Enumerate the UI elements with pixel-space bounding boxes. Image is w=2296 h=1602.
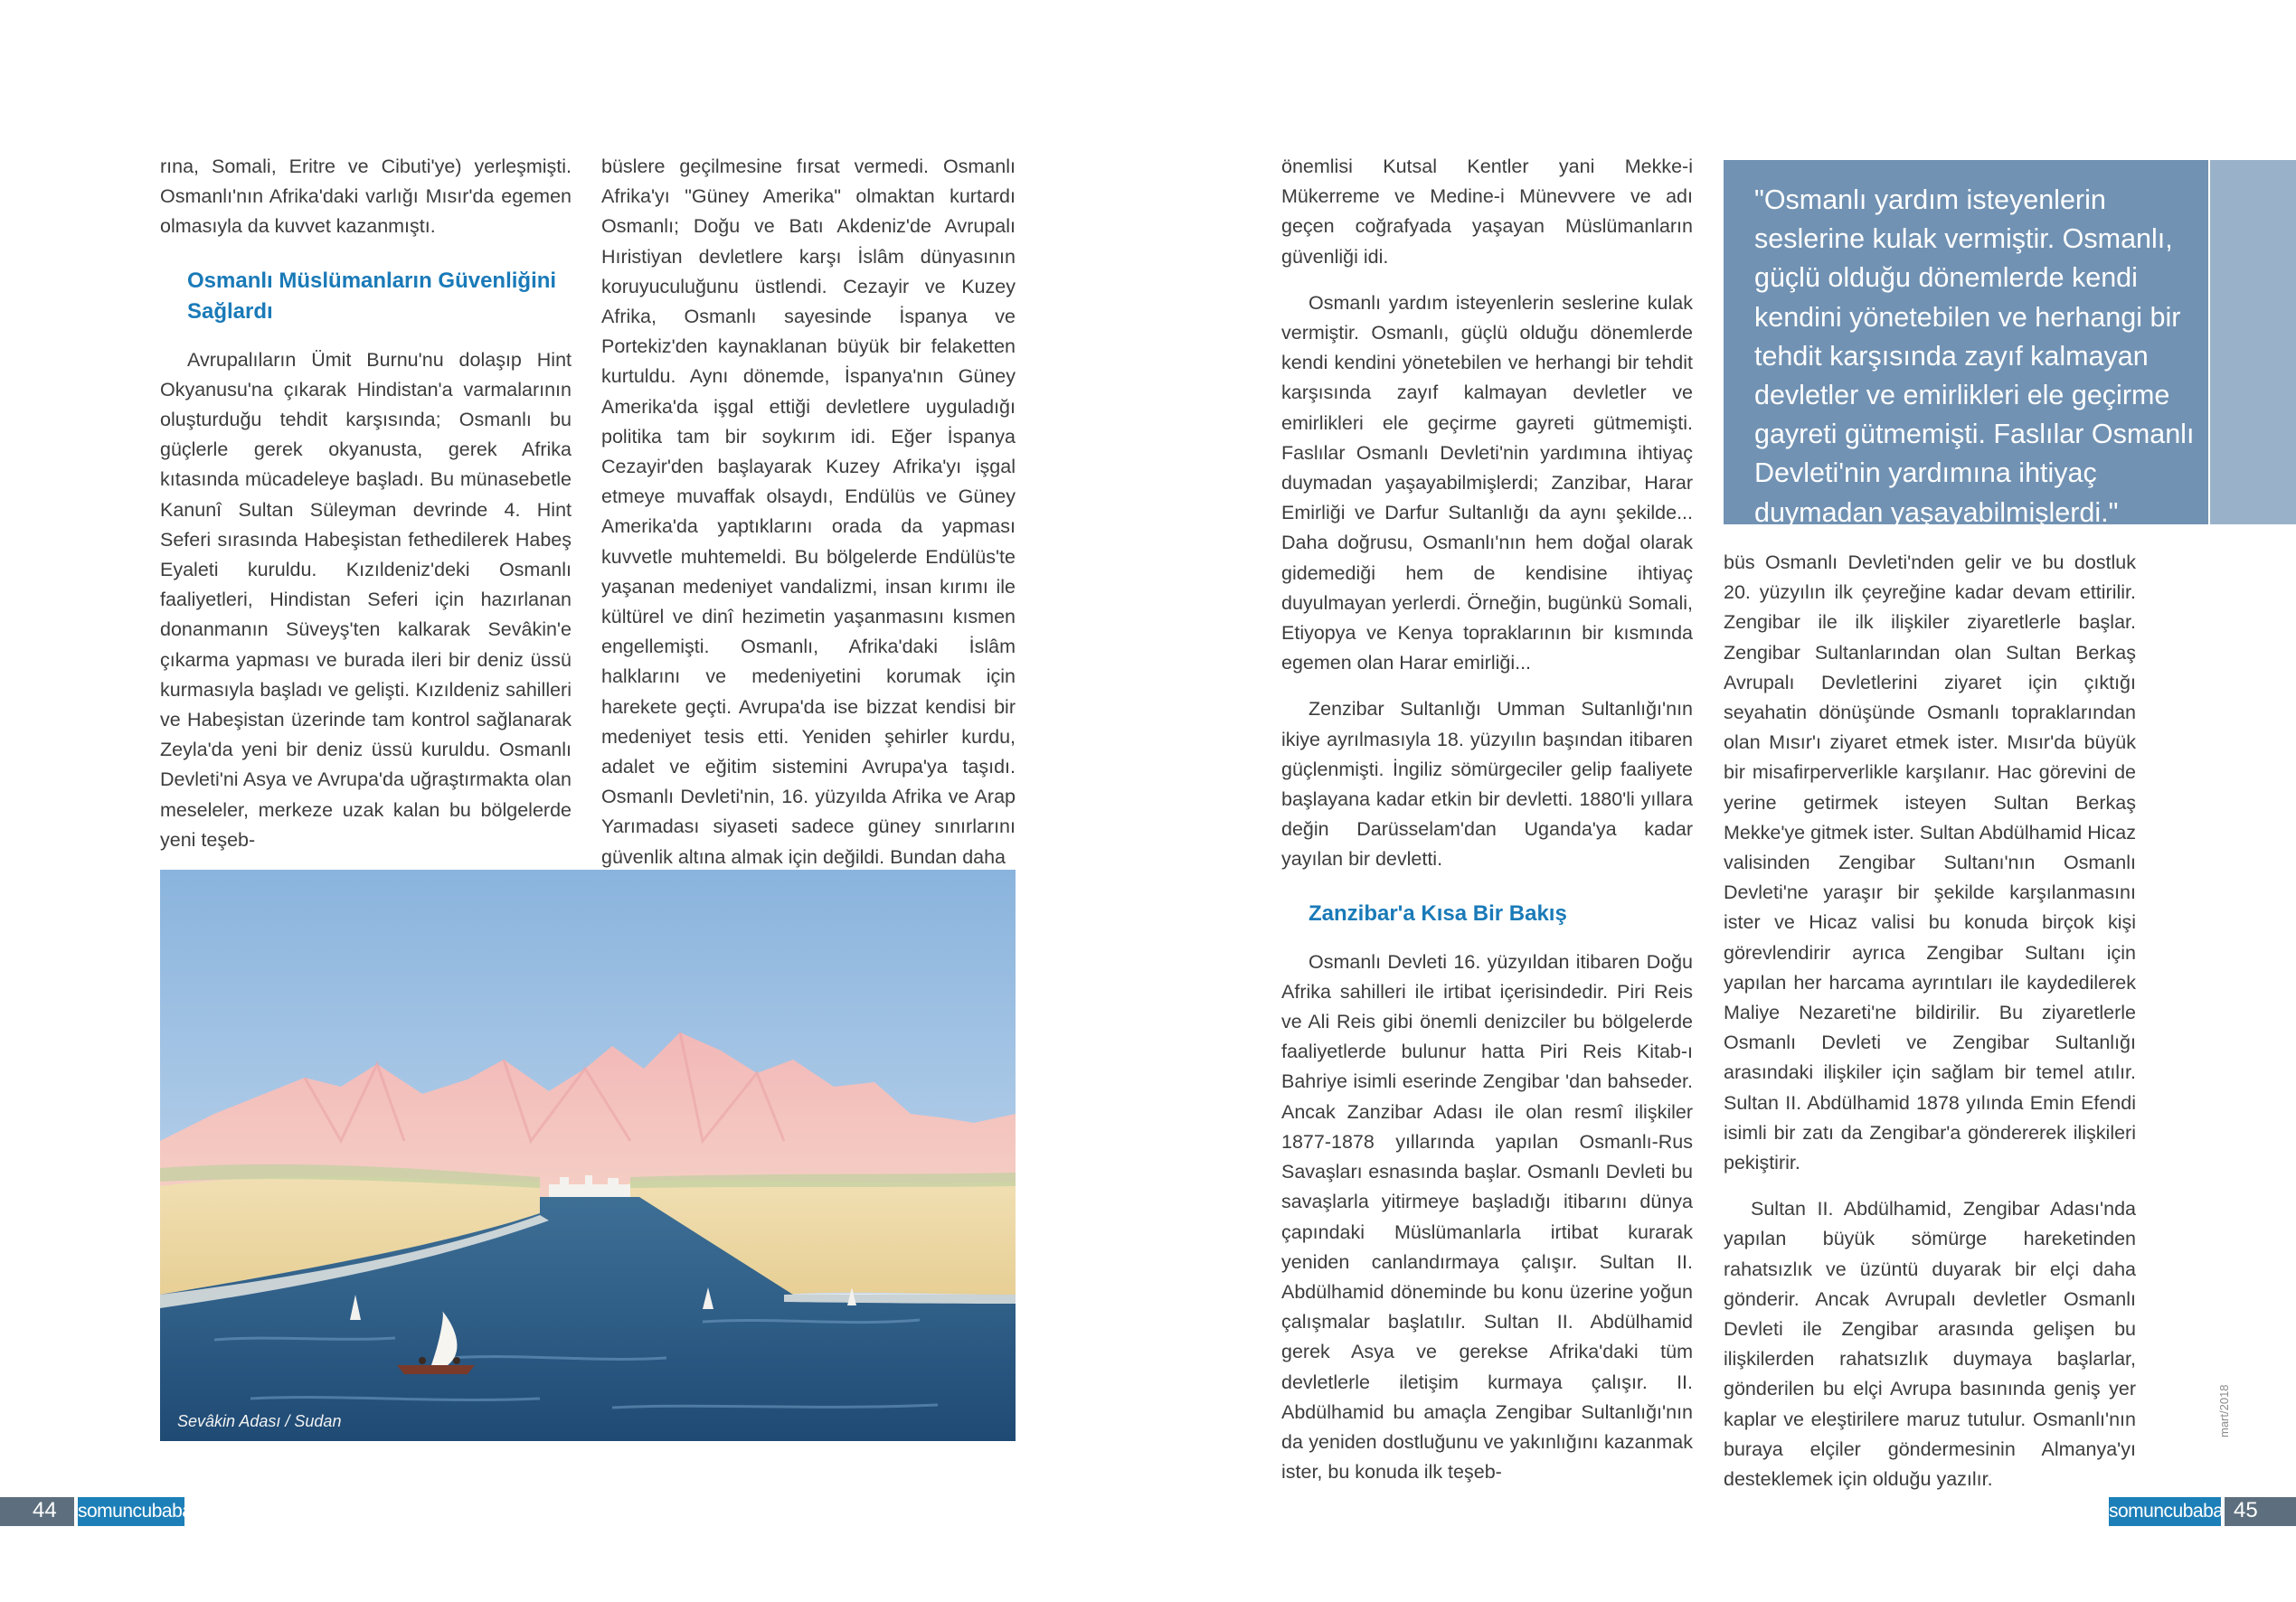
- magazine-logo: somuncubaba: [2109, 1497, 2221, 1526]
- paragraph: Zenzibar Sultanlığı Umman Sultanlığı'nın ikiye ayrılmasıyla 18. yüzyılın başından itibaren güçlenmişti. İngiliz sömürgeciler gelip faaliyete başlayana kadar etkin bir devletti. 1880'li yıllara değin Darüsselam'dan Uganda'ya kadar yayılan bir devletti.: [1281, 698, 1693, 871]
- paragraph: önemlisi Kutsal Kentler yani Mekke-i Mükerreme ve Medine-i Münevvere ve adı geçen coğrafyada yaşayan Müslümanların güvenliği idi.: [1281, 155, 1693, 268]
- paragraph: Sultan II. Abdülhamid, Zengibar Adası'nda yapılan büyük sömürge hareketinden rahatsızlık ve üzüntü duyarak bir elçi daha gönderir. Ancak Avrupalı devletler Osmanlı Devleti ile Zengibar arasında gelişen bu ilişkilerden rahatsızlık duymaya başlarlar, gönderilen bu elçi Avrupa basınında geniş yer kaplar ve eleştirilere maruz tutulur. Osmanlı'nın buraya elçiler göndermesinin Almanya'yı desteklemek için olduğu yazılır.: [1724, 1198, 2136, 1491]
- page-number: 45: [2234, 1498, 2258, 1522]
- section-heading: Osmanlı Müslümanların Güvenliğini Sağlardı: [187, 268, 557, 324]
- page-number: 44: [33, 1498, 57, 1522]
- figure-caption: Sevâkin Adası / Sudan: [177, 1412, 342, 1430]
- paragraph: rına, Somali, Eritre ve Cibuti'ye) yerleşmişti. Osmanlı'nın Afrika'daki varlığı Mısır'da egemen olmasıyla da kuvvet kazanmıştı.: [160, 155, 572, 238]
- pull-quote-text: "Osmanlı yardım isteyenlerin seslerine kulak vermiştir. Osmanlı, güçlü olduğu dönemlerde kendi kendini yönetebilen ve herhangi bir tehdit karşısında zayıf kalmayan devletler ve emirlikleri ele geçirme gayreti gütmemişti. Faslılar Osmanlı Devleti'nin yardımına ihtiyaç duymadan yaşayabilmişlerdi.": [1754, 184, 2195, 528]
- pull-quote-accent-strip: [2210, 160, 2296, 524]
- paragraph: büs Osmanlı Devleti'nden gelir ve bu dostluk 20. yüzyılın ilk çeyreğine kadar devam ettirilir. Zengibar ile ilk ilişkiler ziyaretlerle başlar. Zengibar Sultanlarından olan Sultan Berkaş Avrupalı Devletlerini ziyaret için çıktığı seyahatin dönüşünde Osmanlı topraklarından olan Mısır'ı ziyaret etmek ister. Mısır'da büyük bir misafirperverlikle karşılanır. Hac görevini de yerine getirmek isteyen Sultan Berkaş Mekke'ye gitmek ister. Sultan Abdülhamid Hicaz valisinden Zengibar Sultanı'nın Osmanlı Devleti'ne yaraşır bir şekilde karşılanmasını ister ve Hicaz valisi bu konuda birçok kişi görevlendirir ayrıca Zengibar Sultanı için yapılan her harcama ayrıntıları ile kaydedilerek Maliye Nezareti'ne bildirilir. Bu ziyaretlerle Osmanlı Devleti ve Zengibar Sultanlığı arasındaki ilişkiler için sağlam bir temel atılır. Sultan II. Abdülhamid 1878 yılında Emin Efendi isimli bir zatı da Zengibar'a göndererek ilişkileri pekiştirir.: [1724, 551, 2136, 1174]
- paragraph: Osmanlı yardım isteyenlerin seslerine kulak vermiştir. Osmanlı, güçlü olduğu dönemlerde kendi kendini yönetebilen ve herhangi bir tehdit karşısında zayıf kalmayan devletler ve emirlikleri ele geçirme gayreti gütmemişti. Faslılar Osmanlı Devleti'nin yardımına ihtiyaç duymadan yaşayabilmişlerdi; Zanzibar, Harar Emirliği ve Darfur Sultanlığı da aynı şekilde... Daha doğrusu, Osmanlı'nın hem doğal olarak gidemediği hem de kendisine ihtiyaç duyulmayan yerlerdi. Örneğin, bugünkü Somali, Etiyopya ve Kenya topraklarının bir kısmında egemen olan Harar emirliği...: [1281, 291, 1693, 674]
- paragraph: Avrupalıların Ümit Burnu'nu dolaşıp Hint Okyanusu'na çıkarak Hindistan'a varmalarının oluşturduğu tehdit karşısında; Osmanlı bu güçlerle gerek okyanusta, gerek Afrika kıtasında mücadeleye başladı. Bu münasebetle Kanunî Sultan Süleyman devrinde 4. Hint Seferi sırasında Habeşistan fethedilerek Habeş Eyaleti kuruldu. Kızıldeniz'deki Osmanlı faaliyetleri, Hindistan Seferi için hazırlanan donanmanın Süveyş'ten kalkarak Sevâkin'e çıkarma yapması ve burada ileri bir deniz üssü kurmasıyla başladı ve gelişti. Kızıldeniz sahilleri ve Habeşistan üzerinde tam kontrol sağlanarak Zeyla'da yeni bir deniz üssü kuruldu. Osmanlı Devleti'ni Asya ve Avrupa'da uğraştırmakta olan meseleler, merkeze uzak kalan bu bölgelerde yeni teşeb-: [160, 348, 572, 851]
- right-column-1: [1281, 152, 1693, 1487]
- paragraph: büslere geçilmesine fırsat vermedi. Osmanlı Afrika'yı "Güney Amerika" olmaktan kurtardı Osmanlı; Doğu ve Batı Akdeniz'de Avrupalı Hıristiyan devletlere karşı İslâm dünyasının koruyuculuğunu üstlendi. Cezayir ve Kuzey Afrika, Osmanlı sayesinde İspanya ve Portekiz'den kaynaklanan büyük bir felaketten kurtuldu. Aynı dönemde, İspanya'nın Güney Amerika'da işgal ettiği devletlere uyguladığı politika tam bir soykırım idi. Eğer İspanya Cezayir'den başlayarak Kuzey Afrika'yı işgal etmeye muvaffak olsaydı, Endülüs ve Güney Amerika'da yaptıklarını orada da yapması kuvvetle muhtemeldi. Bu bölgelerde Endülüs'te yaşanan medeniyet vandalizmi, insan kırımı ile kültürel ve dinî hezimetin yaşanmasını kısmen engellemişti. Osmanlı, Afrika'daki İslâm halklarını ve medeniyetini korumak için harekete geçti. Avrupa'da ise bizzat kendisi bir medeniyet tesis etti. Yeniden şehirler kurdu, adalet ve eğitim sistemini Avrupa'ya taşıdı. Osmanlı Devleti'nin, 16. yüzyılda Afrika ve Arap Yarımadası siyaseti sadece güney sınırlarını güvenlik altına almak için değildi. Bundan daha: [601, 155, 1016, 868]
- left-column-1: [160, 152, 572, 855]
- issue-date: mart/2018: [2217, 1384, 2231, 1437]
- left-column-2: [601, 152, 1016, 872]
- magazine-logo: somuncubaba: [78, 1497, 184, 1526]
- section-heading: Zanzibar'a Kısa Bir Bakış: [1309, 900, 1567, 926]
- right-column-2: [1724, 548, 2136, 1494]
- paragraph: Osmanlı Devleti 16. yüzyıldan itibaren Doğu Afrika sahilleri ile irtibat içerisindedir. Piri Reis ve Ali Reis gibi önemli denizciler bu bölgelerde faaliyetlerde bulunur hatta Piri Reis Kitab-ı Bahriye isimli eserinde Zengibar 'dan bahseder. Ancak Zanzibar Adası ile olan resmî ilişkiler 1877-1878 yıllarında yapılan Osmanlı-Rus Savaşları esnasında başlar. Osmanlı Devleti bu savaşlarla yitirmeye başladığı itibarını dünya çapındaki Müslümanlarla irtibat kurarak yeniden canlandırmaya çalışır. Sultan II. Abdülhamid döneminde bu konu üzerine yoğun çalışmalar başlatılır. Sultan II. Abdülhamid gerek Asya ve gerekse Afrika'daki tüm devletlerle iletişim kurmaya çalışır. II. Abdülhamid bu amaçla Zengibar Sultanlığı'nın da yeniden dostluğunu ve yakınlığını kazanmak ister, bu konuda ilk teşeb-: [1281, 950, 1693, 1484]
- painting-sevakin-island: [160, 870, 1016, 1441]
- painting-illustration: [160, 870, 1016, 1441]
